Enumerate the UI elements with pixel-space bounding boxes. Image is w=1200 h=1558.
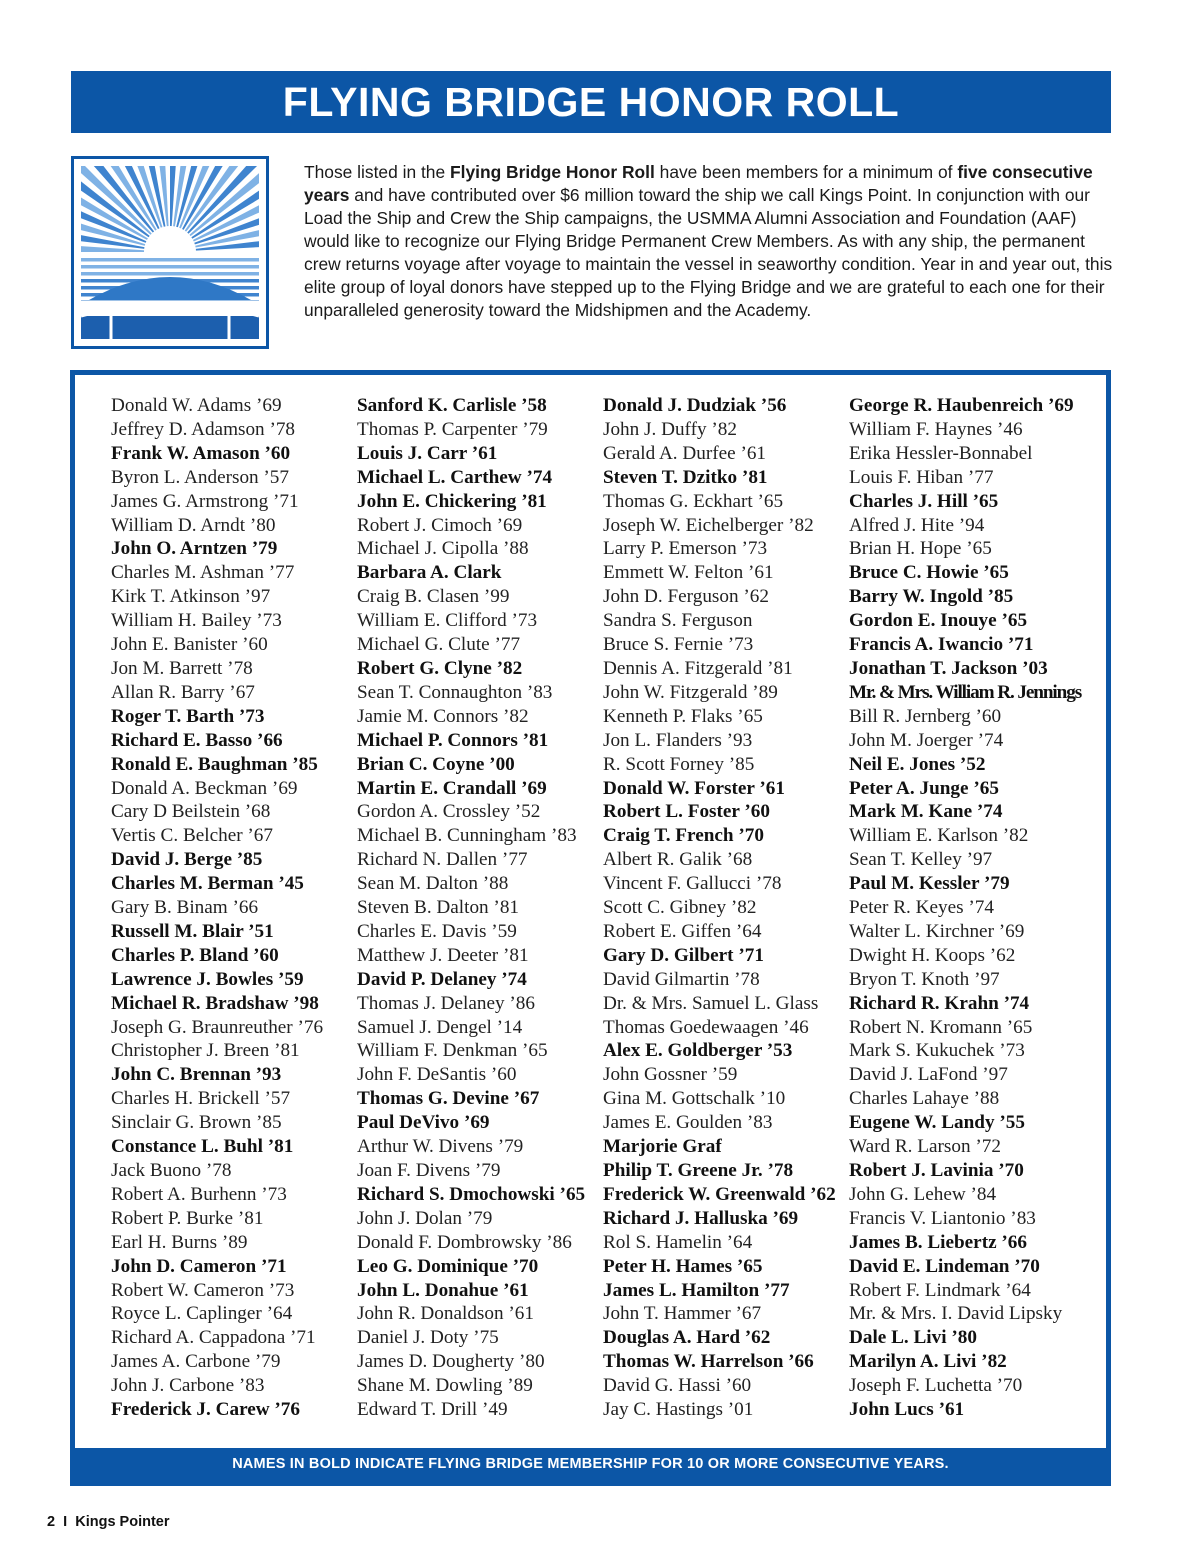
intro-bold-honor-roll: Flying Bridge Honor Roll [449, 162, 655, 182]
honoree-name: Robert E. Giffen ’64 [603, 920, 762, 942]
honoree-name: John L. Donahue ’61 [357, 1279, 529, 1301]
honoree-name: John F. DeSantis ’60 [357, 1064, 517, 1086]
honoree-name: Robert J. Cimoch ’69 [357, 514, 523, 536]
honoree-name: John Lucs ’61 [849, 1399, 965, 1421]
honoree-name: Emmett W. Felton ’61 [603, 562, 774, 584]
honoree-name: Robert W. Cameron ’73 [111, 1279, 295, 1301]
honoree-name: Thomas G. Devine ’67 [357, 1088, 540, 1110]
honoree-name: Royce L. Caplinger ’64 [111, 1303, 293, 1325]
honoree-name: Allan R. Barry ’67 [111, 681, 255, 703]
honoree-name: Dwight H. Koops ’62 [849, 944, 1016, 966]
honoree-name: Thomas W. Harrelson ’66 [603, 1351, 814, 1373]
honoree-name: Michael J. Cipolla ’88 [357, 538, 529, 560]
honoree-name: Bill R. Jernberg ’60 [849, 705, 1002, 727]
honoree-name: William E. Karlson ’82 [849, 825, 1029, 847]
honoree-name: Mark M. Kane ’74 [849, 801, 1003, 823]
honoree-name: Michael L. Carthew ’74 [357, 466, 553, 488]
honoree-name: Gerald A. Durfee ’61 [603, 442, 767, 464]
honor-roll-list [70, 370, 1111, 1486]
honoree-name: George R. Haubenreich ’69 [849, 395, 1074, 416]
honoree-name: Peter H. Hames ’65 [603, 1255, 763, 1277]
honoree-name: Mark S. Kukuchek ’73 [849, 1040, 1025, 1062]
honoree-name: Shane M. Dowling ’89 [357, 1375, 533, 1397]
publication-name: Kings Pointer [75, 1514, 170, 1530]
honoree-name: Barry W. Ingold ’85 [849, 586, 1014, 608]
honoree-name: Sanford K. Carlisle ’58 [357, 395, 547, 416]
honoree-name: Earl H. Burns ’89 [111, 1231, 248, 1253]
honoree-name: James G. Armstrong ’71 [111, 490, 299, 512]
honoree-name: Philip T. Greene Jr. ’78 [603, 1160, 794, 1181]
honoree-name: Cary D Beilstein ’68 [111, 801, 271, 823]
flying-bridge-logo [71, 156, 269, 349]
honoree-name: Charles P. Bland ’60 [111, 944, 279, 966]
honoree-name: Donald W. Adams ’69 [111, 395, 282, 416]
honoree-name: Christopher J. Breen ’81 [111, 1040, 300, 1062]
honoree-name: James E. Goulden ’83 [603, 1112, 773, 1134]
honoree-name: Sandra S. Ferguson [603, 610, 753, 632]
honoree-name: John O. Arntzen ’79 [111, 538, 278, 560]
honoree-name: Jon L. Flanders ’93 [603, 729, 753, 751]
honoree-name: Donald F. Dombrowsky ’86 [357, 1231, 572, 1253]
honoree-name: Thomas J. Delaney ’86 [357, 992, 535, 1014]
honoree-name: Jamie M. Connors ’82 [357, 705, 529, 727]
honoree-name: Dale L. Livi ’80 [849, 1327, 977, 1349]
honoree-name: John E. Banister ’60 [111, 634, 268, 656]
honoree-name: Steven T. Dzitko ’81 [603, 466, 768, 488]
honoree-name: Kenneth P. Flaks ’65 [603, 705, 763, 727]
honoree-name: Jonathan T. Jackson ’03 [849, 657, 1048, 679]
intro-text-2: have been members for a minimum of [654, 162, 958, 182]
honoree-name: Vincent F. Gallucci ’78 [603, 873, 782, 895]
honoree-name: Rol S. Hamelin ’64 [603, 1231, 753, 1253]
honoree-name: Bruce C. Howie ’65 [849, 562, 1009, 584]
honoree-name: Charles E. Davis ’59 [357, 920, 517, 942]
honoree-name: Frank W. Amason ’60 [111, 442, 291, 464]
intro-paragraph [304, 161, 1114, 322]
honoree-name: Sean M. Dalton ’88 [357, 873, 509, 895]
honoree-name: Gina M. Gottschalk ’10 [603, 1088, 786, 1110]
honoree-name: Alfred J. Hite ’94 [849, 514, 985, 536]
honoree-name: John D. Cameron ’71 [111, 1255, 287, 1277]
honoree-name: John T. Hammer ’67 [603, 1303, 762, 1325]
honoree-name: Mr. & Mrs. William R. Jennings [849, 681, 1082, 703]
honoree-name: Ward R. Larson ’72 [849, 1136, 1001, 1158]
honoree-name: Steven B. Dalton ’81 [357, 897, 520, 919]
honoree-name: William E. Clifford ’73 [357, 610, 538, 632]
honoree-name: Jack Buono ’78 [111, 1160, 232, 1181]
honoree-name: Neil E. Jones ’52 [849, 753, 986, 775]
honoree-name: Robert L. Foster ’60 [603, 801, 770, 823]
honoree-name: Donald W. Forster ’61 [603, 777, 785, 799]
honoree-name: R. Scott Forney ’85 [603, 753, 755, 775]
honoree-name: Michael B. Cunningham ’83 [357, 825, 577, 847]
intro-text-3: and have contributed over $6 million toward the ship we call Kings Point. In conjunction with our Load the Ship and Crew the Ship campaigns, the USMMA Alumni Association and Foundation (AAF) would like to recognize our Flying Bridge Permanent Crew Members. As with any ship, the permanent crew returns voyage after voyage to maintain the vessel in seaworthy condition. Year in and year out, this elite group of loyal donors have stepped up to the Flying Bridge and we are grateful to each one for their unparalleled generosity toward the Midshipmen and the Academy. [304, 185, 1113, 320]
honoree-name: Charles M. Ashman ’77 [111, 562, 295, 584]
honoree-name: David J. Berge ’85 [111, 849, 263, 871]
honoree-name: William D. Arndt ’80 [111, 514, 276, 536]
sunrise-bridge-logo-icon [81, 166, 259, 339]
honoree-name: Joan F. Divens ’79 [357, 1160, 501, 1181]
honoree-name: Lawrence J. Bowles ’59 [111, 968, 304, 990]
honoree-name: Robert F. Lindmark ’64 [849, 1279, 1031, 1301]
honoree-name: Martin E. Crandall ’69 [357, 777, 547, 799]
honoree-name: Robert J. Lavinia ’70 [849, 1160, 1024, 1181]
honoree-name: David Gilmartin ’78 [603, 968, 760, 990]
honoree-name: Paul DeVivo ’69 [357, 1112, 490, 1134]
page-folio [47, 1514, 170, 1530]
honoree-name: Bruce S. Fernie ’73 [603, 634, 754, 656]
honoree-name: Arthur W. Divens ’79 [357, 1136, 524, 1158]
honoree-name: John R. Donaldson ’61 [357, 1303, 534, 1325]
honoree-name: John D. Ferguson ’62 [603, 586, 769, 608]
honoree-name: Brian H. Hope ’65 [849, 538, 992, 560]
honoree-name: Michael G. Clute ’77 [357, 634, 521, 656]
honoree-name: Erika Hessler-Bonnabel [849, 442, 1033, 464]
honoree-name: Sinclair G. Brown ’85 [111, 1112, 282, 1134]
honoree-name: Bryon T. Knoth ’97 [849, 968, 1000, 990]
honoree-name: Brian C. Coyne ’00 [357, 753, 515, 775]
honoree-name: Charles Lahaye ’88 [849, 1088, 1000, 1110]
honoree-name: Marjorie Graf [603, 1136, 722, 1158]
honoree-name: William F. Denkman ’65 [357, 1040, 548, 1062]
honoree-name: Roger T. Barth ’73 [111, 705, 265, 727]
names-column-4 [849, 394, 1089, 1422]
honoree-name: Daniel J. Doty ’75 [357, 1327, 499, 1349]
honoree-name: Thomas P. Carpenter ’79 [357, 418, 548, 440]
honoree-name: Marilyn A. Livi ’82 [849, 1351, 1007, 1373]
honoree-name: Constance L. Buhl ’81 [111, 1136, 294, 1158]
honoree-name: David J. LaFond ’97 [849, 1064, 1008, 1086]
honoree-name: Joseph G. Braunreuther ’76 [111, 1016, 324, 1038]
honoree-name: Dr. & Mrs. Samuel L. Glass [603, 992, 819, 1014]
honoree-name: Ronald E. Baughman ’85 [111, 753, 318, 775]
honoree-name: Gary D. Gilbert ’71 [603, 944, 764, 966]
honoree-name: Frederick J. Carew ’76 [111, 1399, 300, 1421]
honoree-name: Robert G. Clyne ’82 [357, 657, 523, 679]
honoree-name: Paul M. Kessler ’79 [849, 873, 1010, 895]
honoree-name: Sean T. Kelley ’97 [849, 849, 993, 871]
honoree-name: Walter L. Kirchner ’69 [849, 920, 1025, 942]
honoree-name: Russell M. Blair ’51 [111, 920, 274, 942]
honoree-name: Joseph F. Luchetta ’70 [849, 1375, 1023, 1397]
intro-text-1: Those listed in the [304, 162, 450, 182]
honoree-name: Jeffrey D. Adamson ’78 [111, 418, 296, 440]
honoree-name: Thomas Goedewaagen ’46 [603, 1016, 809, 1038]
honoree-name: John E. Chickering ’81 [357, 490, 547, 512]
honoree-name: Charles J. Hill ’65 [849, 490, 999, 512]
honoree-name: Samuel J. Dengel ’14 [357, 1016, 523, 1038]
intro-bold-five-years: five consecutive years [304, 162, 1093, 205]
honoree-name: Barbara A. Clark [357, 562, 502, 584]
honoree-name: David E. Lindeman ’70 [849, 1255, 1040, 1277]
honoree-name: Craig T. French ’70 [603, 825, 764, 847]
page-title: FLYING BRIDGE HONOR ROLL [71, 71, 1111, 133]
honoree-name: Peter R. Keyes ’74 [849, 897, 994, 919]
honoree-name: James B. Liebertz ’66 [849, 1231, 1027, 1253]
honoree-name: Scott C. Gibney ’82 [603, 897, 757, 919]
honoree-name: Richard N. Dallen ’77 [357, 849, 528, 871]
honoree-name: Byron L. Anderson ’57 [111, 466, 289, 488]
names-column-3 [603, 394, 843, 1422]
honoree-name: Richard E. Basso ’66 [111, 729, 283, 751]
honoree-name: Sean T. Connaughton ’83 [357, 681, 553, 703]
honoree-name: William F. Haynes ’46 [849, 418, 1023, 440]
honoree-name: Larry P. Emerson ’73 [603, 538, 768, 560]
honoree-name: Charles M. Berman ’45 [111, 873, 304, 895]
honoree-name: John M. Joerger ’74 [849, 729, 1004, 751]
honoree-name: Leo G. Dominique ’70 [357, 1255, 539, 1277]
names-column-2 [357, 394, 597, 1422]
honoree-name: Francis A. Iwancio ’71 [849, 634, 1034, 656]
honoree-name: Jay C. Hastings ’01 [603, 1399, 754, 1421]
honoree-name: Edward T. Drill ’49 [357, 1399, 508, 1421]
honoree-name: John J. Dolan ’79 [357, 1207, 493, 1229]
honoree-name: Robert N. Kromann ’65 [849, 1016, 1033, 1038]
honoree-name: James A. Carbone ’79 [111, 1351, 281, 1373]
honoree-name: Richard R. Krahn ’74 [849, 992, 1030, 1014]
folio-separator: I [63, 1514, 68, 1530]
honoree-name: Albert R. Galik ’68 [603, 849, 753, 871]
honoree-name: Richard S. Dmochowski ’65 [357, 1183, 586, 1205]
honoree-name: Douglas A. Hard ’62 [603, 1327, 771, 1349]
honoree-name: Thomas G. Eckhart ’65 [603, 490, 784, 512]
honoree-name: Matthew J. Deeter ’81 [357, 944, 529, 966]
honoree-name: Louis J. Carr ’61 [357, 442, 498, 464]
honoree-name: Robert P. Burke ’81 [111, 1207, 264, 1229]
honoree-name: Francis V. Liantonio ’83 [849, 1207, 1036, 1229]
honoree-name: James L. Hamilton ’77 [603, 1279, 790, 1301]
honoree-name: Alex E. Goldberger ’53 [603, 1040, 793, 1062]
honoree-name: John C. Brennan ’93 [111, 1064, 282, 1086]
honoree-name: John J. Carbone ’83 [111, 1375, 265, 1397]
honoree-name: Charles H. Brickell ’57 [111, 1088, 291, 1110]
honoree-name: James D. Dougherty ’80 [357, 1351, 545, 1373]
honoree-name: William H. Bailey ’73 [111, 610, 282, 632]
honoree-name: David P. Delaney ’74 [357, 968, 527, 990]
honoree-name: Vertis C. Belcher ’67 [111, 825, 273, 847]
honoree-name: Louis F. Hiban ’77 [849, 466, 994, 488]
honoree-name: Michael R. Bradshaw ’98 [111, 992, 319, 1014]
honoree-name: Jon M. Barrett ’78 [111, 657, 253, 679]
honoree-name: John Gossner ’59 [603, 1064, 738, 1086]
honoree-name: Joseph W. Eichelberger ’82 [603, 514, 814, 536]
honoree-name: Donald A. Beckman ’69 [111, 777, 298, 799]
honoree-name: John W. Fitzgerald ’89 [603, 681, 778, 703]
honoree-name: Robert A. Burhenn ’73 [111, 1183, 287, 1205]
honoree-name: Mr. & Mrs. I. David Lipsky [849, 1303, 1063, 1325]
honoree-name: Craig B. Clasen ’99 [357, 586, 510, 608]
honoree-name: John G. Lehew ’84 [849, 1183, 997, 1205]
honoree-name: Kirk T. Atkinson ’97 [111, 586, 271, 608]
names-column-1 [111, 394, 351, 1422]
honoree-name: Eugene W. Landy ’55 [849, 1112, 1025, 1134]
honoree-name: Richard A. Cappadona ’71 [111, 1327, 316, 1349]
honoree-name: Peter A. Junge ’65 [849, 777, 999, 799]
honoree-name: Gordon A. Crossley ’52 [357, 801, 541, 823]
honoree-name: Frederick W. Greenwald ’62 [603, 1183, 836, 1205]
bold-names-note: NAMES IN BOLD INDICATE FLYING BRIDGE MEMBERSHIP FOR 10 OR MORE CONSECUTIVE YEARS. [75, 1448, 1106, 1481]
honoree-name: Richard J. Halluska ’69 [603, 1207, 799, 1229]
honoree-name: Michael P. Connors ’81 [357, 729, 549, 751]
honoree-name: Dennis A. Fitzgerald ’81 [603, 657, 793, 679]
honoree-name: Gordon E. Inouye ’65 [849, 610, 1028, 632]
honoree-name: John J. Duffy ’82 [603, 418, 737, 440]
page-number: 2 [47, 1514, 56, 1530]
honoree-name: Donald J. Dudziak ’56 [603, 395, 787, 416]
honoree-name: David G. Hassi ’60 [603, 1375, 752, 1397]
honoree-name: Gary B. Binam ’66 [111, 897, 259, 919]
